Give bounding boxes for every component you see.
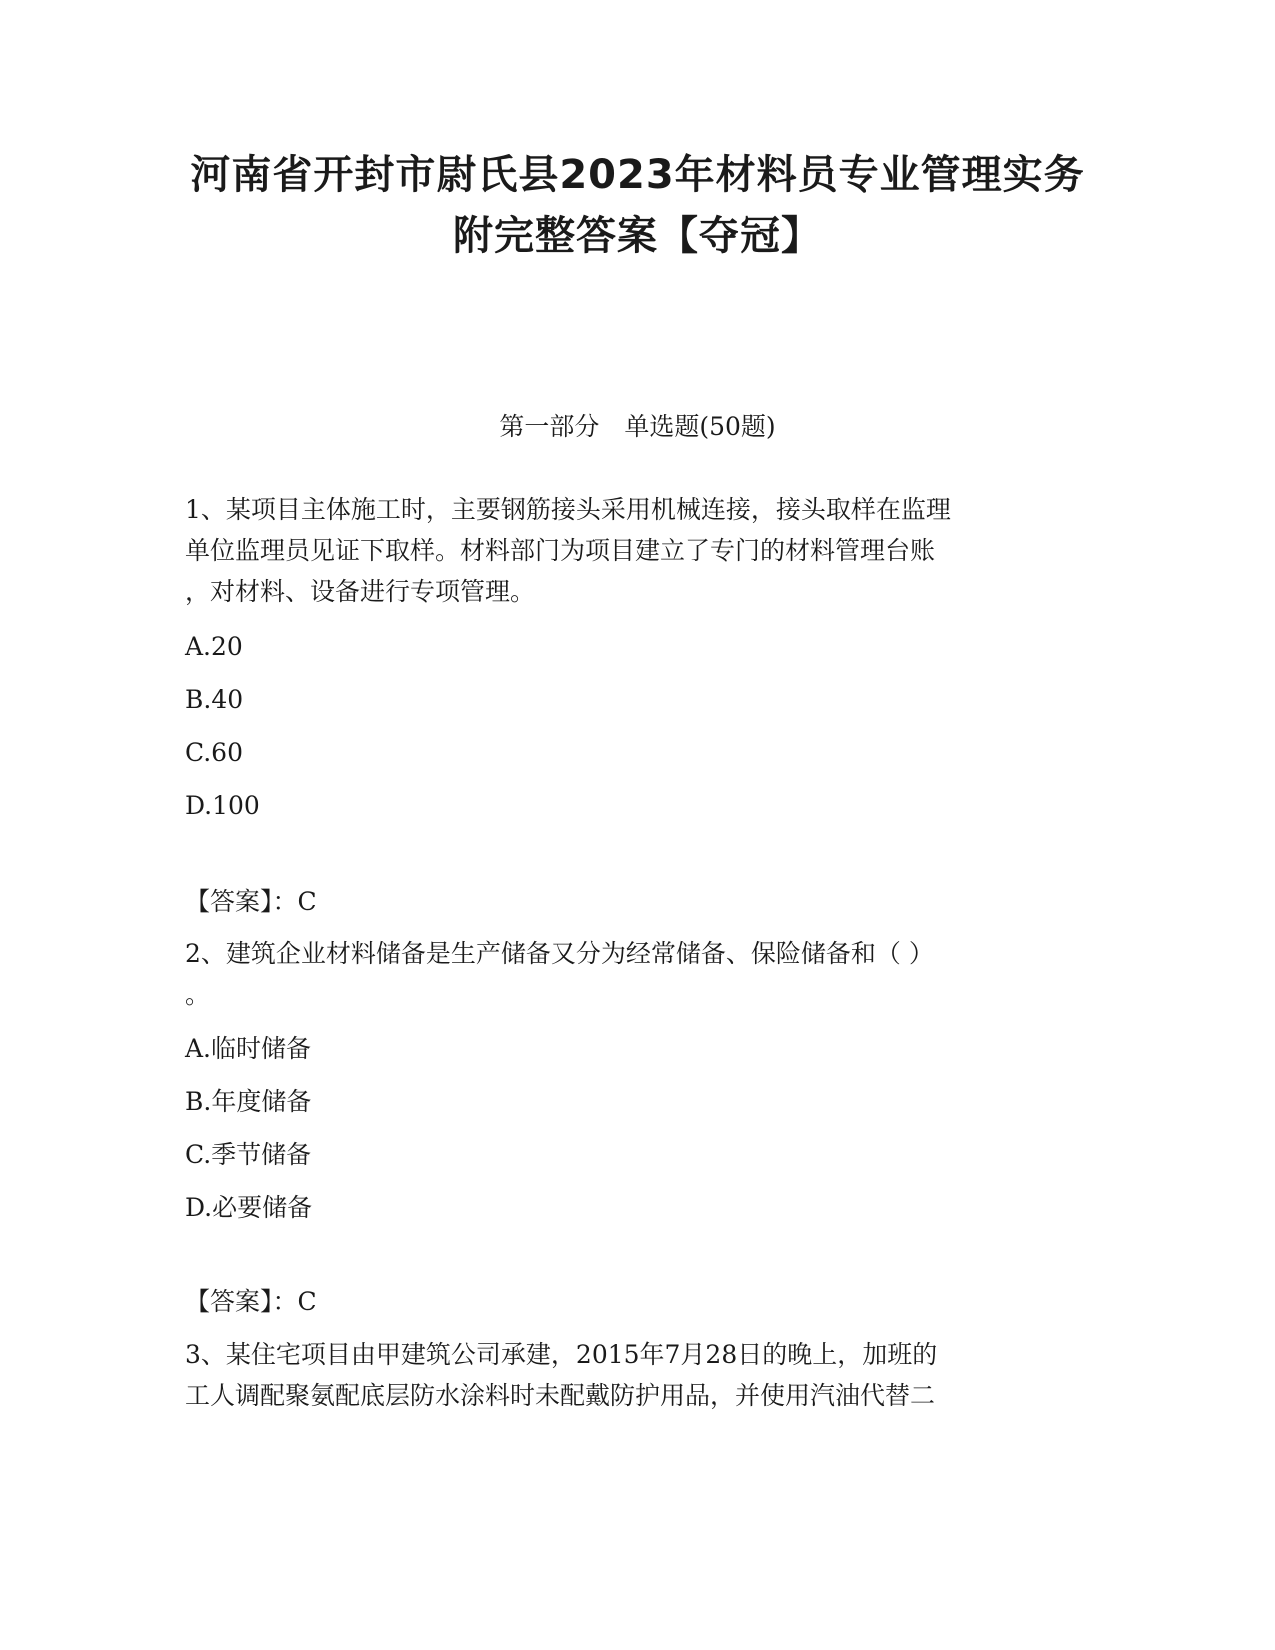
question-1-option-d: D.100: [185, 791, 260, 820]
question-2-option-b: B.年度储备: [185, 1087, 312, 1116]
question-1-option-b: B.40: [185, 685, 244, 714]
question-1-option-a: A.20: [185, 632, 243, 661]
question-1-stem-line-2: 单位监理员见证下取样。材料部门为项目建立了专门的材料管理台账: [185, 536, 936, 565]
question-2-option-c: C.季节储备: [185, 1140, 312, 1169]
question-3-stem-line-2: 工人调配聚氨配底层防水涂料时未配戴防护用品，并使用汽油代替二: [185, 1381, 936, 1410]
question-2-option-a: A.临时储备: [185, 1034, 312, 1063]
question-1-stem-line-3: ，对材料、设备进行专项管理。: [185, 577, 536, 606]
question-1-stem-line-1: 1、某项目主体施工时，主要钢筋接头采用机械连接，接头取样在监理: [185, 495, 951, 524]
document-title-line-1: 河南省开封市尉氏县2023年材料员专业管理实务: [190, 152, 1085, 198]
question-2-stem-line-1: 2、建筑企业材料储备是生产储备又分为经常储备、保险储备和（ ）: [185, 939, 934, 968]
section-heading: 第一部分 单选题(50题): [499, 412, 776, 441]
question-3-stem-line-1: 3、某住宅项目由甲建筑公司承建，2015年7月28日的晚上，加班的: [185, 1340, 938, 1369]
question-2-option-d: D.必要储备: [185, 1193, 313, 1222]
question-2-stem-line-2: 。: [185, 980, 211, 1009]
question-1-answer: 【答案】：C: [185, 887, 317, 916]
document-title-line-2: 附完整答案【夺冠】: [453, 213, 822, 259]
question-2-answer: 【答案】：C: [185, 1287, 317, 1316]
question-1-option-c: C.60: [185, 738, 243, 767]
